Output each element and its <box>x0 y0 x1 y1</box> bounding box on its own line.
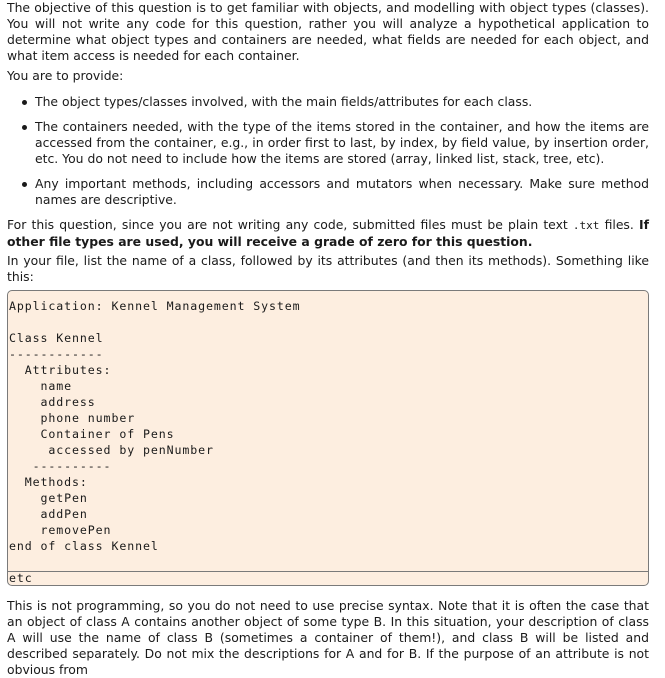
list-item: The object types/classes involved, with the main fields/attributes for each class. <box>35 94 649 110</box>
document-page <box>7 0 649 678</box>
intro-paragraph: The objective of this question is to get familiar with objects, and modelling with object types (classes). You will not write any code for this question, rather you will analyze a hypothetical application to determine what object types and containers are needed, what fields are needed for each object, and what item access is needed for each container. <box>7 0 649 63</box>
code-example-box <box>7 290 649 586</box>
submission-text-2: files. <box>599 217 639 232</box>
submission-text-1: For this question, since you are not writing any code, submitted files must be plain text <box>7 217 573 232</box>
list-item: The containers needed, with the type of the items stored in the container, and how the items are accessed from the container, e.g., in order first to last, by index, by field value, by insertion order, etc. You do not need to include how the items are stored (array, linked list, stack, tree, etc). <box>35 119 649 166</box>
closing-paragraph: This is not programming, so you do not need to use precise syntax. Note that it is often the case that an object of class A contains another object of some type B. In this situation, your description of class A will use the name of class B (sometimes a container of them!), and class B will be listed and described separately. Do not mix the descriptions for A and for B. If the purpose of an attribute is not obvious from <box>7 598 649 677</box>
provide-heading: You are to provide: <box>7 68 124 83</box>
list-instruction: In your file, list the name of a class, followed by its attributes (and then its methods). Something like this: <box>7 253 649 284</box>
submission-warning: If other file types are used, you will receive a grade of zero for this question. <box>7 217 649 249</box>
list-item: Any important methods, including accessors and mutators when necessary. Make sure method names are descriptive. <box>35 176 649 207</box>
requirements-list <box>7 94 649 208</box>
submission-paragraph <box>7 217 649 250</box>
code-box-divider <box>8 571 648 572</box>
file-extension-code: .txt <box>572 219 600 232</box>
code-example: Application: Kennel Management System Class Kennel ------------ Attributes: name address phone number Container of Pens accessed by penNumber ---------- Methods: getPen addPen removePen end of class Kennel etc <box>9 299 301 585</box>
